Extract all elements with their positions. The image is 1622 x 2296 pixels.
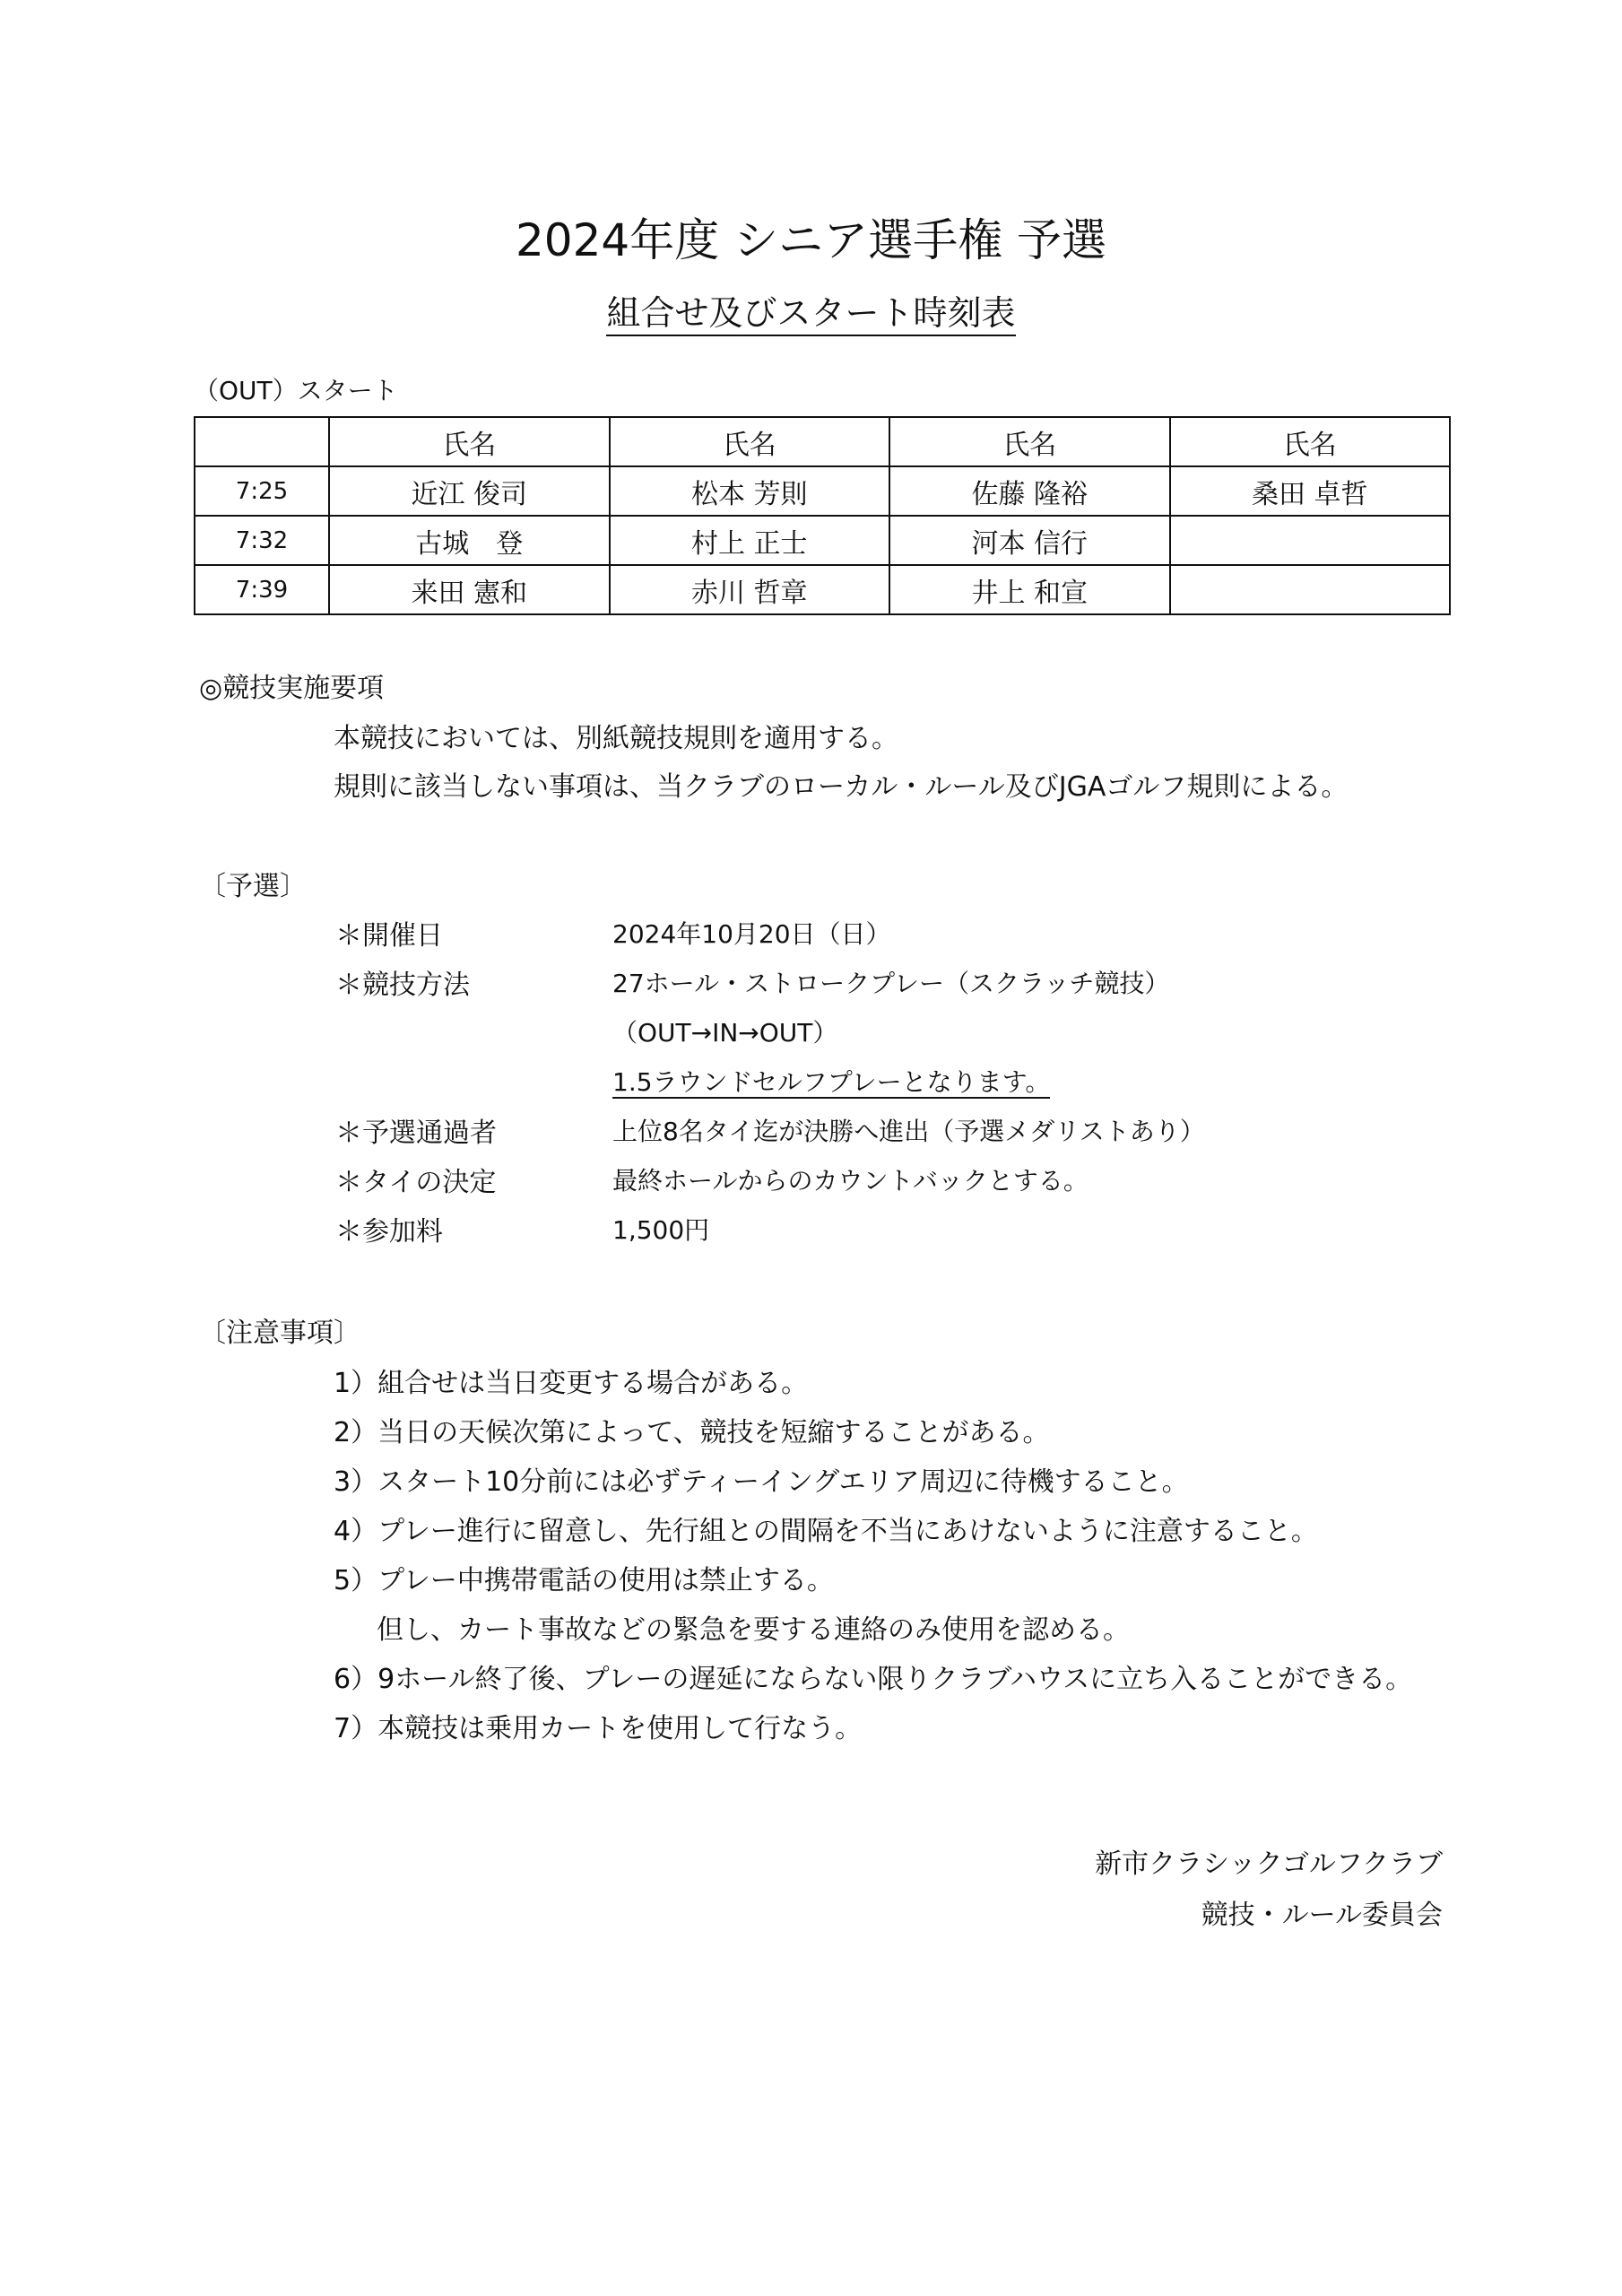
- qualifier-item-value: （OUT→IN→OUT）: [612, 1018, 838, 1048]
- player-name-cell: 井上 和宣: [889, 565, 1170, 614]
- start-time-cell: 7:39: [195, 565, 329, 614]
- qualifier-item-label: ＊開催日: [335, 920, 443, 952]
- table-header-cell: 氏名: [1170, 417, 1451, 466]
- table-row: [195, 516, 1450, 565]
- player-name-cell: 古城 登: [329, 516, 610, 565]
- page-title: 2024年度 シニア選手権 予選: [515, 214, 1107, 266]
- table-header-cell: 氏名: [610, 417, 890, 466]
- qualifier-item-label: ＊参加料: [335, 1216, 443, 1248]
- player-name-cell: 桑田 卓哲: [1170, 466, 1451, 516]
- qualifier-heading: 〔予選〕: [199, 871, 307, 902]
- qualifier-item-label: ＊予選通過者: [335, 1118, 497, 1149]
- note-item: 7）本競技は乗用カートを使用して行なう。: [334, 1713, 863, 1744]
- table-row: [195, 466, 1450, 516]
- note-item: 但し、カート事故などの緊急を要する連絡のみ使用を認める。: [377, 1614, 1130, 1646]
- qualifier-item-value: 最終ホールからのカウントバックとする。: [612, 1166, 1089, 1196]
- qualifier-item-label: ＊タイの決定: [335, 1167, 497, 1198]
- notes-heading: 〔注意事項〕: [199, 1318, 360, 1349]
- qualifier-item-value: [612, 1063, 1050, 1099]
- qualifier-item-label: ＊競技方法: [335, 970, 470, 1001]
- player-name-cell: 赤川 哲章: [610, 565, 890, 614]
- player-name-cell: [1170, 565, 1451, 614]
- table-header-cell: 氏名: [329, 417, 610, 466]
- start-time-table: [194, 416, 1451, 615]
- self-play-note: 1.5ラウンドセルフプレーとなります。: [612, 1067, 1051, 1097]
- start-time-cell: 7:25: [195, 466, 329, 516]
- qualifier-item-value: 2024年10月20日（日）: [612, 919, 891, 949]
- player-name-cell: 村上 正士: [610, 516, 890, 565]
- club-name: 新市クラシックゴルフクラブ: [1095, 1848, 1443, 1880]
- note-item: 1）組合せは当日変更する場合がある。: [334, 1368, 809, 1399]
- player-name-cell: 近江 俊司: [329, 466, 610, 516]
- start-time-cell: 7:32: [195, 516, 329, 565]
- player-name-cell: 松本 芳則: [610, 466, 890, 516]
- note-item: 3）スタート10分前には必ずティーイングエリア周辺に待機すること。: [334, 1466, 1189, 1498]
- start-section-label: （OUT）スタート: [194, 376, 398, 405]
- table-header-cell: [195, 417, 329, 466]
- table-row: [195, 565, 1450, 614]
- note-item: 2）当日の天候次第によって、競技を短縮することがある。: [334, 1417, 1050, 1448]
- table-header-row: [195, 417, 1450, 466]
- player-name-cell: 来田 憲和: [329, 565, 610, 614]
- rules-line: 本競技においては、別紙競技規則を適用する。: [334, 723, 898, 754]
- qualifier-item-value: 1,500円: [612, 1215, 710, 1245]
- player-name-cell: [1170, 516, 1451, 565]
- note-item: 6）9ホール終了後、プレーの遅延にならない限りクラブハウスに立ち入ることができる。: [334, 1664, 1413, 1695]
- player-name-cell: 河本 信行: [889, 516, 1170, 565]
- player-name-cell: 佐藤 隆裕: [889, 466, 1170, 516]
- rules-line: 規則に該当しない事項は、当クラブのローカル・ルール及びJGAゴルフ規則による。: [334, 771, 1349, 803]
- note-item: 4）プレー進行に留意し、先行組との間隔を不当にあけないように注意すること。: [334, 1516, 1318, 1547]
- table-header-cell: 氏名: [889, 417, 1170, 466]
- committee-name: 競技・ルール委員会: [1201, 1900, 1443, 1931]
- subtitle-text: 組合せ及びスタート時刻表: [606, 293, 1015, 336]
- rules-heading: ◎競技実施要項: [199, 673, 385, 704]
- page-subtitle: [0, 285, 1622, 335]
- qualifier-item-value: 27ホール・ストロークプレー（スクラッチ競技）: [612, 969, 1170, 998]
- qualifier-item-value: 上位8名タイ迄が決勝へ進出（予選メダリストあり）: [612, 1117, 1205, 1146]
- note-item: 5）プレー中携帯電話の使用は禁止する。: [334, 1565, 834, 1596]
